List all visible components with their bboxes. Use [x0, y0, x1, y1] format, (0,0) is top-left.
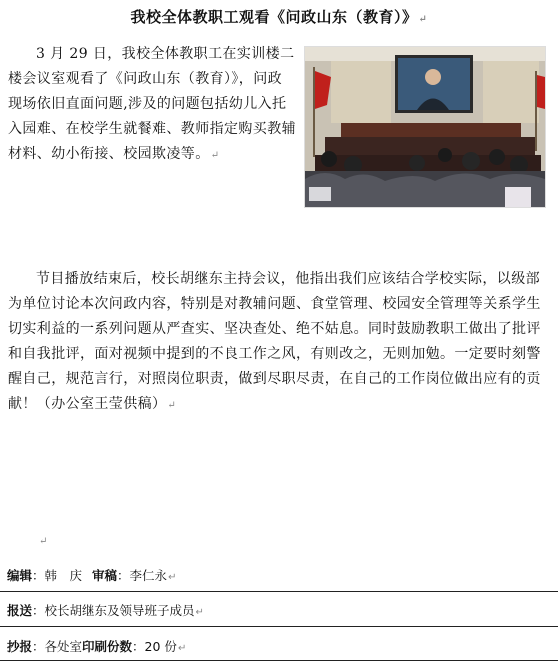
photo-flag-pole	[313, 67, 315, 157]
reviewer-label: 审稿	[92, 568, 118, 583]
count-label: 印刷份数	[82, 639, 133, 654]
footer-divider-1	[0, 591, 558, 592]
copy-label: 抄报	[7, 639, 33, 654]
photo-audience-head	[462, 152, 480, 170]
photo-screen-person-head	[425, 69, 441, 85]
photo-curtain-right	[483, 61, 539, 123]
photo-audience-head	[489, 149, 505, 165]
photo-flag-pole-right	[535, 71, 537, 151]
paragraph-2-text: 节目播放结束后，校长胡继东主持会议，他指出我们应该结合学校实际，以级部为单位讨论本次问政内容，特别是对教辅问题、食堂管理、校园安全管理等关系学生切实利益的一系列问题从严查实、坚决查处、绝不姑息。同时鼓励教职工做出了批评和自我批评，面对视频中提到的不良工作之风，有则改之，无则加勉。一定要时刻警醒自己，规范言行，对照岗位职责，做到尽职尽责，在自己的工作岗位做出应有的贡献！（办公室王莹供稿）	[8, 271, 541, 412]
paragraph-2	[8, 267, 548, 418]
photo-audience-head	[438, 148, 452, 162]
paragraph-mark-icon: ↵	[418, 14, 428, 25]
footer-editor-line	[7, 566, 176, 584]
empty-paragraph-mark-icon: ↵	[39, 536, 48, 547]
footer-divider-3	[0, 660, 558, 661]
paragraph-mark-icon: ↵	[177, 643, 187, 654]
photo-audience-head	[321, 151, 337, 167]
footer-copy-line	[7, 637, 186, 655]
paragraph-mark-icon: ↵	[168, 572, 177, 583]
meeting-photo-illustration	[305, 47, 545, 207]
photo-curtain-left	[331, 61, 391, 123]
meeting-photo	[304, 46, 546, 208]
photo-chair-row-1	[325, 137, 535, 155]
paragraph-1-text: 3 月 29 日，我校全体教职工在实训楼二楼会议室观看了《问政山东（教育）》，问政现场依旧直面问题,涉及的问题包括幼儿入托入园难、在校学生就餐难、教师指定购买教辅材料、幼小衔接、校园欺凌等。	[8, 46, 296, 162]
document-title	[0, 6, 558, 27]
editor-name: ：韩 庆	[32, 568, 83, 583]
photo-stage	[341, 123, 521, 137]
document-title-text: 我校全体教职工观看《问政山东（教育）》	[130, 8, 418, 26]
footer-divider-2	[0, 626, 558, 627]
photo-flag-right	[537, 75, 545, 109]
editor-label: 编辑	[7, 568, 33, 583]
photo-laptop	[309, 187, 331, 201]
paragraph-mark-icon: ↵	[167, 400, 177, 411]
footer-report-line	[7, 601, 204, 619]
photo-audience-head	[409, 155, 425, 171]
report-value: ：校长胡继东及领导班子成员	[32, 603, 195, 618]
copy-value: ：各处室	[32, 639, 83, 654]
photo-shirt	[505, 187, 531, 207]
paragraph-1	[8, 42, 296, 168]
report-label: 报送	[7, 603, 33, 618]
reviewer-name: ：李仁永	[117, 568, 168, 583]
count-value: ：20 份	[132, 639, 177, 654]
paragraph-mark-icon: ↵	[210, 150, 220, 161]
paragraph-mark-icon: ↵	[195, 607, 204, 618]
